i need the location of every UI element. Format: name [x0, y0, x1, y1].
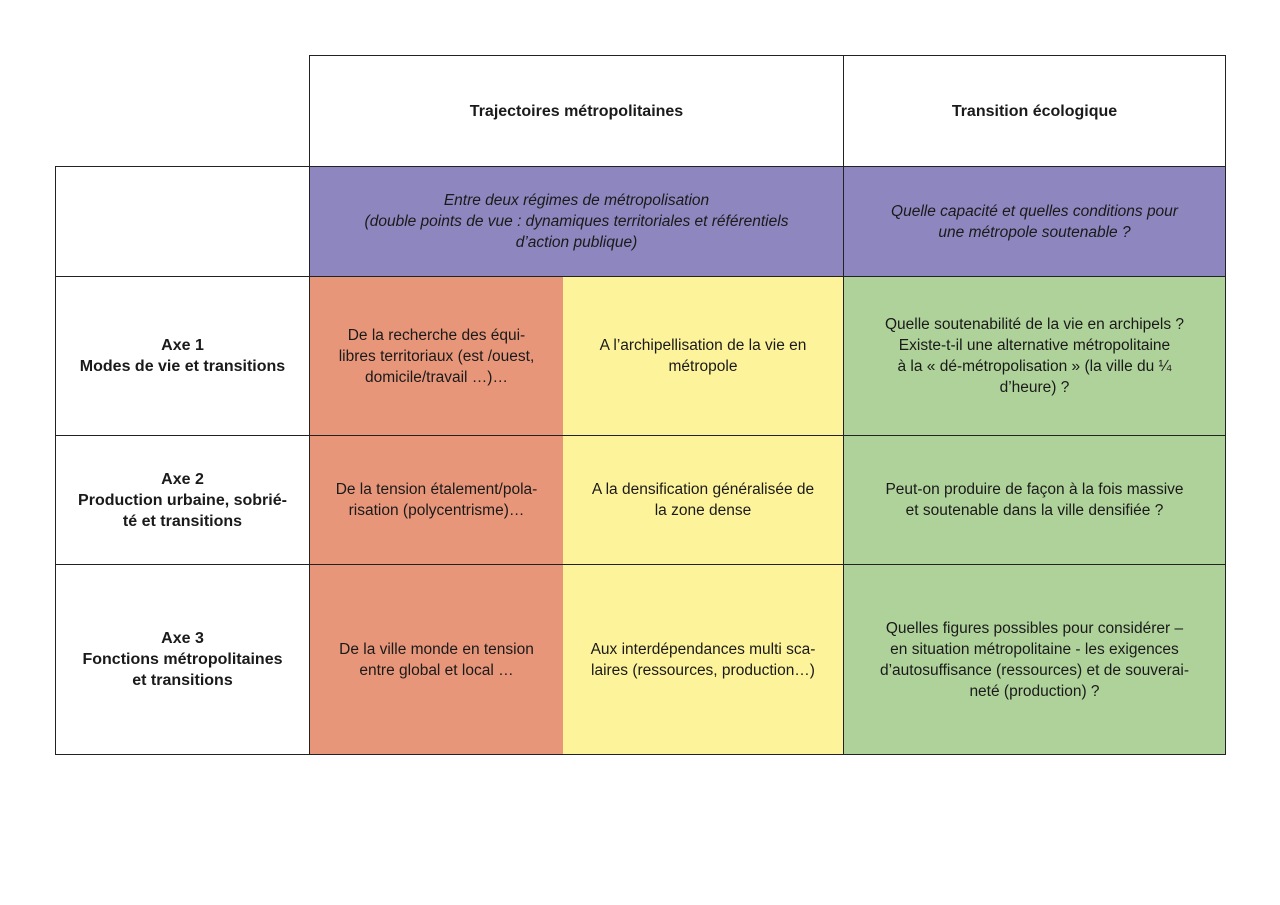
- axe-1-from-cell: De la recherche des équi- libres territoriaux (est /ouest, domicile/travail …)…: [309, 276, 563, 435]
- empty-corner-cell: [55, 55, 309, 166]
- axe-2-from-cell: De la tension étalement/pola- risation (polycentrisme)…: [309, 435, 563, 564]
- axe-3-label: Axe 3 Fonctions métropolitaines et transitions: [55, 564, 309, 755]
- comparison-table: [55, 55, 1226, 755]
- header-trajectoires: Trajectoires métropolitaines: [309, 55, 843, 166]
- axe-1-to-cell: A l’archipellisation de la vie en métropole: [563, 276, 843, 435]
- axe-1-label: Axe 1 Modes de vie et transitions: [55, 276, 309, 435]
- subheader-trajectoires: Entre deux régimes de métropolisation (double points de vue : dynamiques territoriales et référentiels d’action publique): [309, 166, 843, 276]
- axe-2-to-cell: A la densification généralisée de la zone dense: [563, 435, 843, 564]
- subheader-transition: Quelle capacité et quelles conditions pour une métropole soutenable ?: [843, 166, 1226, 276]
- axe-1-question-cell: Quelle soutenabilité de la vie en archipels ? Existe-t-il une alternative métropolitaine à la « dé-métropolisation » (la ville du ¼ d’heure) ?: [843, 276, 1226, 435]
- axe-2-label: Axe 2 Production urbaine, sobrié- té et transitions: [55, 435, 309, 564]
- axe-3-from-cell: De la ville monde en tension entre global et local …: [309, 564, 563, 755]
- axe-3-question-cell: Quelles figures possibles pour considérer – en situation métropolitaine - les exigences d’autosuffisance (ressources) et de souverai- neté (production) ?: [843, 564, 1226, 755]
- axe-3-to-cell: Aux interdépendances multi sca- laires (ressources, production…): [563, 564, 843, 755]
- empty-subheader-cell: [55, 166, 309, 276]
- header-transition: Transition écologique: [843, 55, 1226, 166]
- axe-2-question-cell: Peut-on produire de façon à la fois massive et soutenable dans la ville densifiée ?: [843, 435, 1226, 564]
